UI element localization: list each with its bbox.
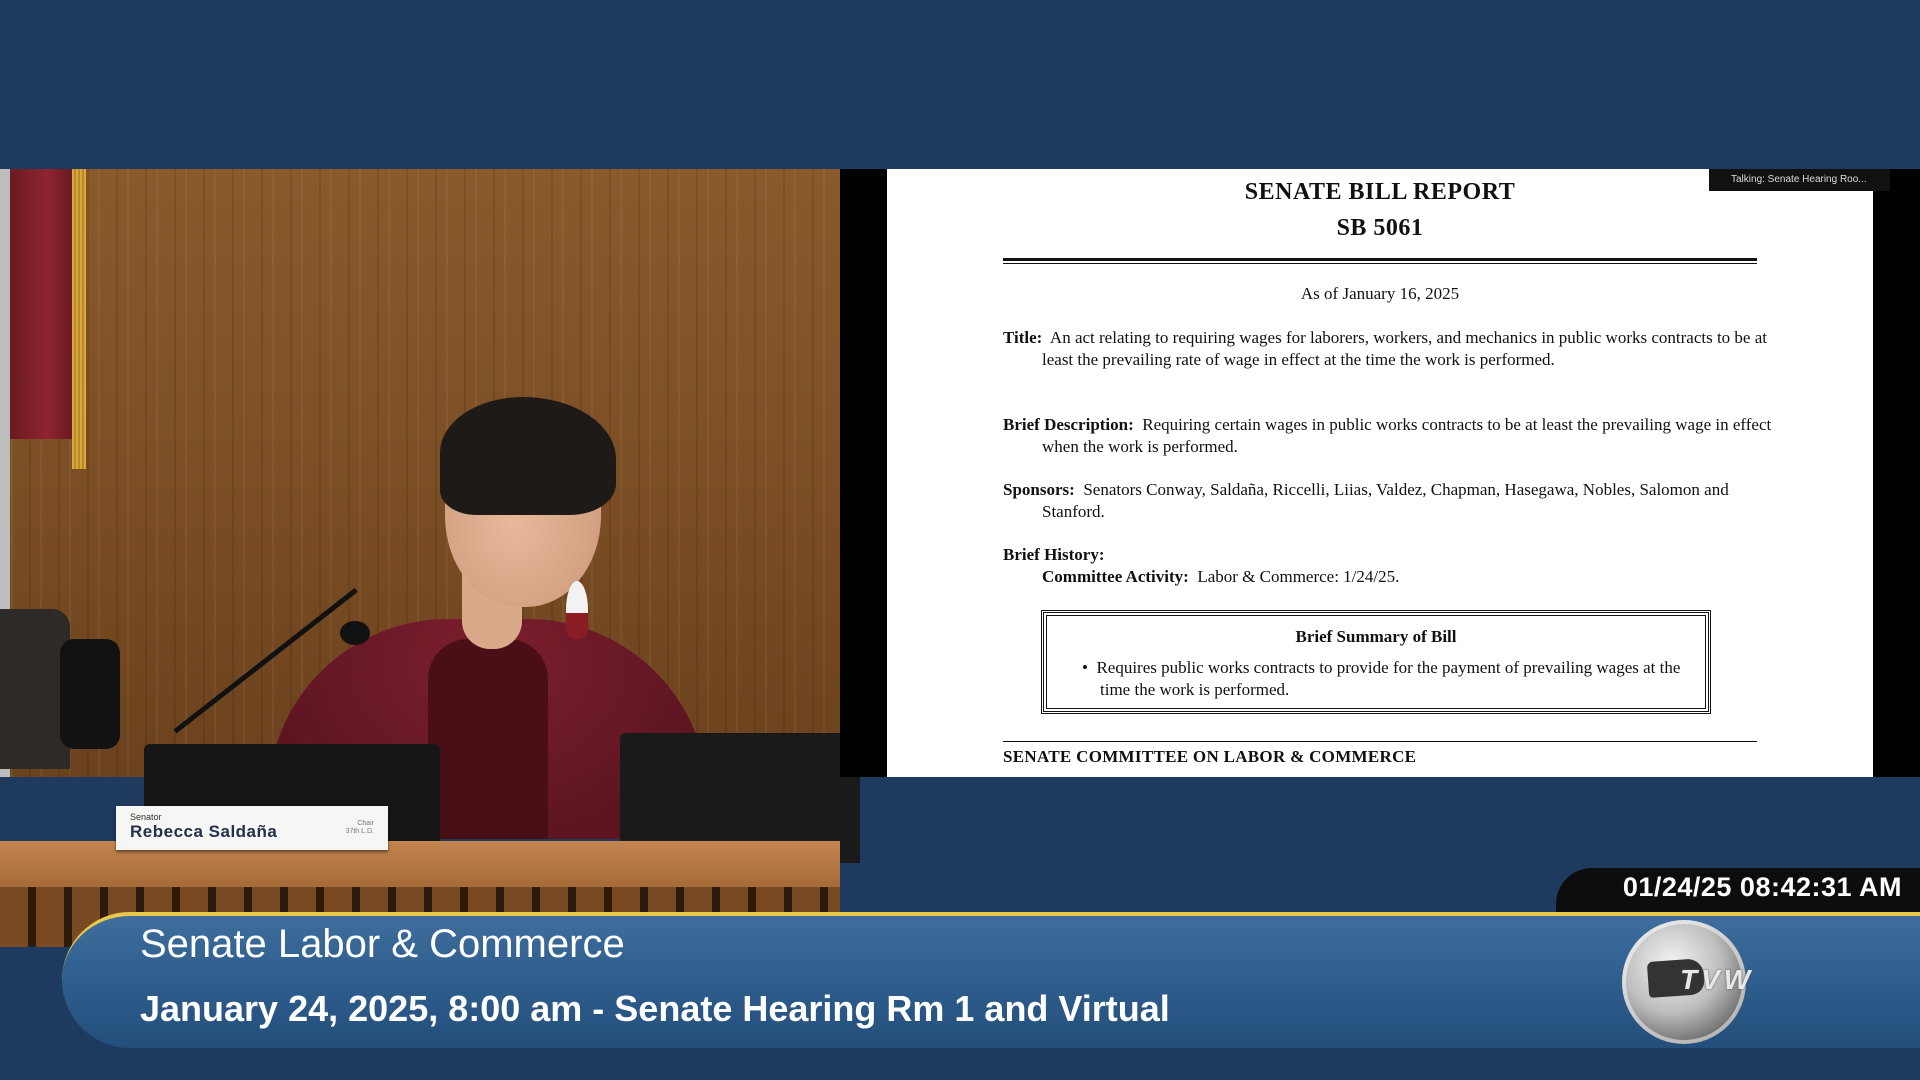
bill-report-document [887,169,1873,777]
title-text: An act relating to requiring wages for laborers, workers, and mechanics in public works contracts to be at least the prevailing rate of wage in effect at the time the work is performed. [1042,328,1767,369]
microphone-icon [340,621,370,645]
footer-rule [1003,741,1757,742]
bill-number: SB 5061 [1336,215,1424,241]
heading-rule [1003,258,1757,261]
summary-title: Brief Summary of Bill [1295,627,1457,646]
title-label: Title: [1003,328,1043,347]
brief-description-section [1003,414,1784,458]
sponsors-text: Senators Conway, Saldaña, Riccelli, Liias, Valdez, Chapman, Hasegawa, Nobles, Salomon and Stanford. [1042,480,1729,521]
nameplate-title: Senator [130,812,162,822]
nameplate-district: 37th L.D. [345,828,374,835]
summary-bullet-text: Requires public works contracts to provide for the payment of prevailing wages at the time the work is performed. [1096,658,1681,699]
committee-activity-label: Committee Activity: [1042,567,1189,586]
sponsors-label: Sponsors: [1003,480,1075,499]
brief-description-text: Requiring certain wages in public works contracts to be at least the prevailing wage in effect when the work is performed. [1042,415,1772,456]
document-heading: SENATE BILL REPORT [1244,179,1516,205]
brief-description-label: Brief Description: [1003,415,1134,434]
summary-bullet: • Requires public works contracts to provide for the payment of prevailing wages at the time the work is performed. [1082,658,1681,699]
flag-fringe [72,169,86,469]
committee-activity [1003,566,1745,588]
committee-activity-text: Labor & Commerce: 1/24/25. [1197,567,1400,586]
nameplate [116,806,388,850]
talking-indicator: Talking: Senate Hearing Roo... [1709,169,1890,191]
brief-history-label: Brief History: [1003,545,1105,564]
heading-rule-thin [1003,263,1757,264]
camera-feed [0,169,840,841]
banner-title: Senate Labor & Commerce [140,922,625,966]
timestamp: 01/24/25 08:42:31 AM [1622,872,1902,902]
nameplate-role [346,820,374,836]
title-section [1003,327,1784,371]
earring [566,581,588,639]
brief-summary-box [1041,610,1711,714]
logo-text: TVW [1680,964,1755,995]
document-footer: SENATE COMMITTEE ON LABOR & COMMERCE [1003,747,1417,766]
nameplate-name: Rebecca Saldaña [130,822,278,841]
sponsors-section [1003,479,1784,523]
senator-shirt [428,639,548,839]
brief-history-section [1003,544,1745,588]
senator-hair [440,397,616,515]
as-of-date: As of January 16, 2025 [1300,284,1460,303]
flag [10,169,72,439]
chair [60,639,120,749]
banner-subtitle: January 24, 2025, 8:00 am - Senate Hearing Rm 1 and Virtual [140,988,1170,1029]
nameplate-role-text: Chair [357,820,374,827]
